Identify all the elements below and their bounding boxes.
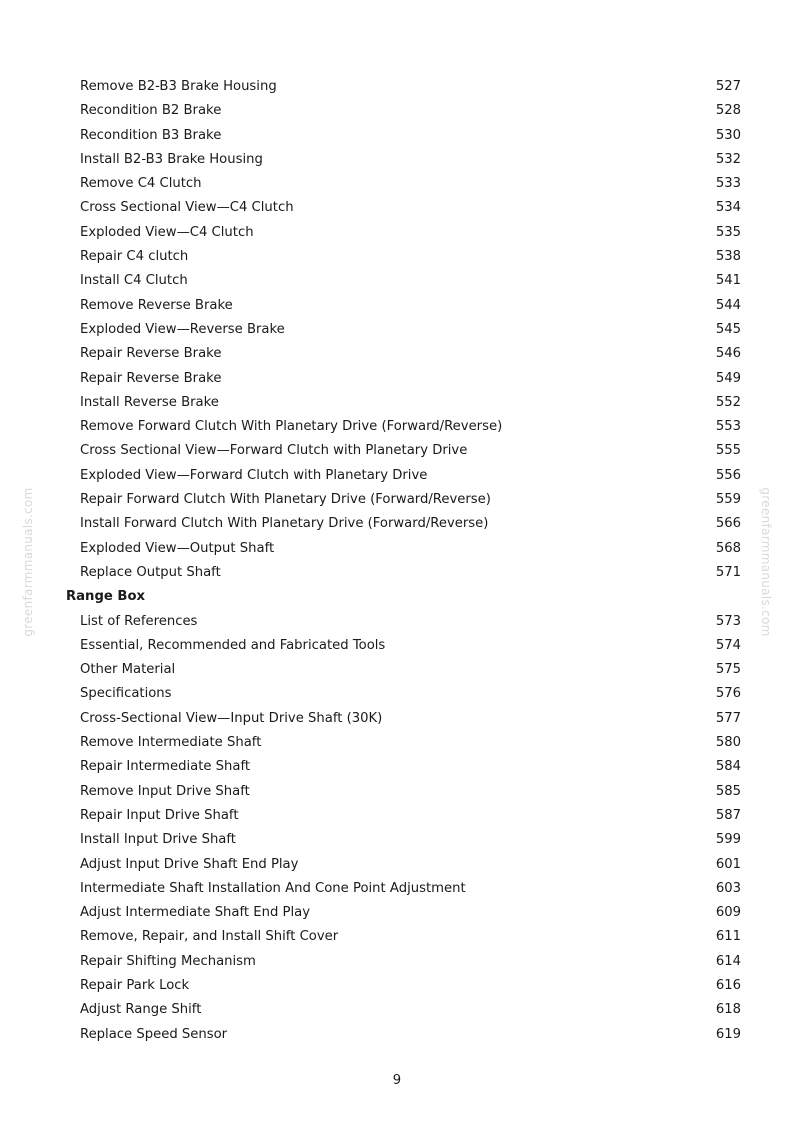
toc-entry-title: Replace Speed Sensor (80, 1026, 228, 1042)
toc-entry-page-number: 601 (715, 856, 741, 872)
toc-entry-page-number: 530 (715, 127, 741, 143)
toc-entry-title: Install Reverse Brake (80, 394, 219, 410)
toc-entry (0, 221, 794, 245)
toc-entry-title: Repair Reverse Brake (80, 346, 222, 362)
toc-entry-title: Repair Input Drive Shaft (80, 807, 239, 823)
toc-entry-page-number: 533 (715, 176, 741, 192)
toc-entry (0, 877, 794, 901)
toc-entry (0, 998, 794, 1022)
toc-entry-page-number: 580 (715, 735, 741, 751)
toc-entry (0, 318, 794, 342)
toc-entry-title: Recondition B3 Brake (80, 127, 222, 143)
toc-entry-page-number: 611 (715, 929, 741, 945)
toc-entry-page-number: 556 (715, 467, 741, 483)
toc-entry (0, 464, 794, 488)
toc-entry (0, 853, 794, 877)
toc-entry (0, 925, 794, 949)
toc-entry (0, 172, 794, 196)
toc-entry-page-number: 618 (715, 1002, 741, 1018)
toc-entry-title: Cross Sectional View—C4 Clutch (80, 200, 294, 216)
toc-entry-page-number: 552 (715, 394, 741, 410)
toc-entry-title: Repair Forward Clutch With Planetary Drive (Forward/Reverse) (80, 492, 491, 508)
toc-entry-title: Repair Reverse Brake (80, 370, 222, 386)
toc-entry-page-number: 527 (715, 79, 741, 94)
toc-entry-page-number: 603 (715, 880, 741, 896)
toc-entry-title: Adjust Intermediate Shaft End Play (80, 905, 311, 921)
toc-entry-page-number: 568 (715, 540, 741, 556)
toc-entry-page-number: 528 (715, 103, 741, 119)
toc-entry (0, 245, 794, 269)
toc-entry (0, 294, 794, 318)
toc-entry-title: Install B2-B3 Brake Housing (80, 151, 263, 167)
toc-entry-title: Repair Shifting Mechanism (80, 953, 256, 969)
toc-entry-page-number: 574 (715, 637, 741, 653)
toc-entry-title: Install Input Drive Shaft (80, 832, 236, 848)
table-of-contents (0, 75, 794, 1047)
toc-entry (0, 974, 794, 998)
toc-entry-title: Remove, Repair, and Install Shift Cover (80, 929, 339, 945)
toc-entry-page-number: 544 (715, 297, 741, 313)
toc-entry-page-number: 534 (715, 200, 741, 216)
toc-entry-page-number: 553 (715, 419, 741, 435)
toc-entry (0, 367, 794, 391)
toc-entry (0, 99, 794, 123)
toc-entry (0, 804, 794, 828)
toc-entry (0, 561, 794, 585)
toc-entry (0, 512, 794, 536)
toc-entry-page-number: 546 (715, 346, 741, 362)
toc-entry (0, 682, 794, 706)
toc-entry-title: Adjust Input Drive Shaft End Play (80, 856, 299, 872)
toc-entry (0, 1023, 794, 1047)
toc-entry-title: Exploded View—Reverse Brake (80, 321, 285, 337)
toc-entry-page-number: 585 (715, 783, 741, 799)
toc-entry-title: Remove C4 Clutch (80, 176, 202, 192)
toc-entry-page-number: 571 (715, 564, 741, 580)
toc-entry (0, 780, 794, 804)
toc-entry-title: Repair Intermediate Shaft (80, 759, 251, 775)
toc-entry-page-number: 584 (715, 759, 741, 775)
toc-entry-title: Cross-Sectional View—Input Drive Shaft (30K) (80, 710, 383, 726)
toc-entry-title: Install Forward Clutch With Planetary Drive (Forward/Reverse) (80, 516, 489, 532)
toc-entry (0, 196, 794, 220)
toc-section-heading (0, 585, 794, 609)
toc-entry-page-number: 577 (715, 710, 741, 726)
toc-section-title: Range Box (66, 589, 146, 605)
toc-entry (0, 610, 794, 634)
toc-entry (0, 148, 794, 172)
toc-entry-page-number: 616 (715, 977, 741, 993)
toc-entry (0, 707, 794, 731)
toc-entry-title: Remove Reverse Brake (80, 297, 233, 313)
toc-entry-title: Essential, Recommended and Fabricated Tools (80, 637, 386, 653)
toc-entry (0, 415, 794, 439)
toc-entry-title: Exploded View—Forward Clutch with Planetary Drive (80, 467, 428, 483)
toc-entry-title: Intermediate Shaft Installation And Cone Point Adjustment (80, 880, 466, 896)
toc-entry-page-number: 555 (715, 443, 741, 459)
toc-entry-page-number: 609 (715, 905, 741, 921)
toc-entry-title: List of References (80, 613, 198, 629)
toc-entry (0, 439, 794, 463)
toc-entry (0, 950, 794, 974)
toc-entry-title: Replace Output Shaft (80, 564, 221, 580)
toc-entry (0, 634, 794, 658)
toc-entry-page-number: 576 (715, 686, 741, 702)
toc-entry (0, 755, 794, 779)
toc-entry-title: Cross Sectional View—Forward Clutch with Planetary Drive (80, 443, 468, 459)
watermark-right: greenfarmmanuals.com (759, 487, 773, 637)
toc-entry-page-number: 619 (715, 1026, 741, 1042)
toc-entry-page-number: 559 (715, 492, 741, 508)
toc-entry (0, 342, 794, 366)
toc-entry-page-number: 599 (715, 832, 741, 848)
toc-entry (0, 658, 794, 682)
toc-entry-page-number: 535 (715, 224, 741, 240)
toc-entry-title: Exploded View—C4 Clutch (80, 224, 254, 240)
toc-entry (0, 828, 794, 852)
toc-entry-page-number: 575 (715, 662, 741, 678)
toc-entry-title: Repair Park Lock (80, 977, 190, 993)
page-number: 9 (392, 1073, 402, 1088)
toc-entry-page-number: 549 (715, 370, 741, 386)
toc-entry-title: Other Material (80, 662, 176, 678)
watermark-left: greenfarmmanuals.com (21, 487, 35, 637)
toc-entry-page-number: 532 (715, 151, 741, 167)
toc-entry (0, 488, 794, 512)
toc-entry-title: Remove Forward Clutch With Planetary Drive (Forward/Reverse) (80, 419, 503, 435)
toc-entry (0, 269, 794, 293)
toc-entry-title: Specifications (80, 686, 172, 702)
toc-entry-title: Remove B2-B3 Brake Housing (80, 79, 277, 94)
toc-entry-page-number: 587 (715, 807, 741, 823)
toc-entry-title: Remove Input Drive Shaft (80, 783, 250, 799)
toc-entry (0, 901, 794, 925)
toc-entry-page-number: 538 (715, 249, 741, 265)
toc-entry-title: Install C4 Clutch (80, 273, 188, 289)
toc-entry-page-number: 566 (715, 516, 741, 532)
toc-entry-title: Adjust Range Shift (80, 1002, 202, 1018)
toc-entry (0, 124, 794, 148)
toc-entry (0, 537, 794, 561)
toc-entry-page-number: 573 (715, 613, 741, 629)
toc-entry (0, 75, 794, 99)
toc-entry-title: Repair C4 clutch (80, 249, 189, 265)
toc-entry-title: Recondition B2 Brake (80, 103, 222, 119)
toc-entry (0, 731, 794, 755)
toc-entry-title: Exploded View—Output Shaft (80, 540, 275, 556)
toc-entry-title: Remove Intermediate Shaft (80, 735, 262, 751)
toc-entry-page-number: 614 (715, 953, 741, 969)
toc-entry-page-number: 545 (715, 321, 741, 337)
toc-entry-page-number: 541 (715, 273, 741, 289)
toc-entry (0, 391, 794, 415)
